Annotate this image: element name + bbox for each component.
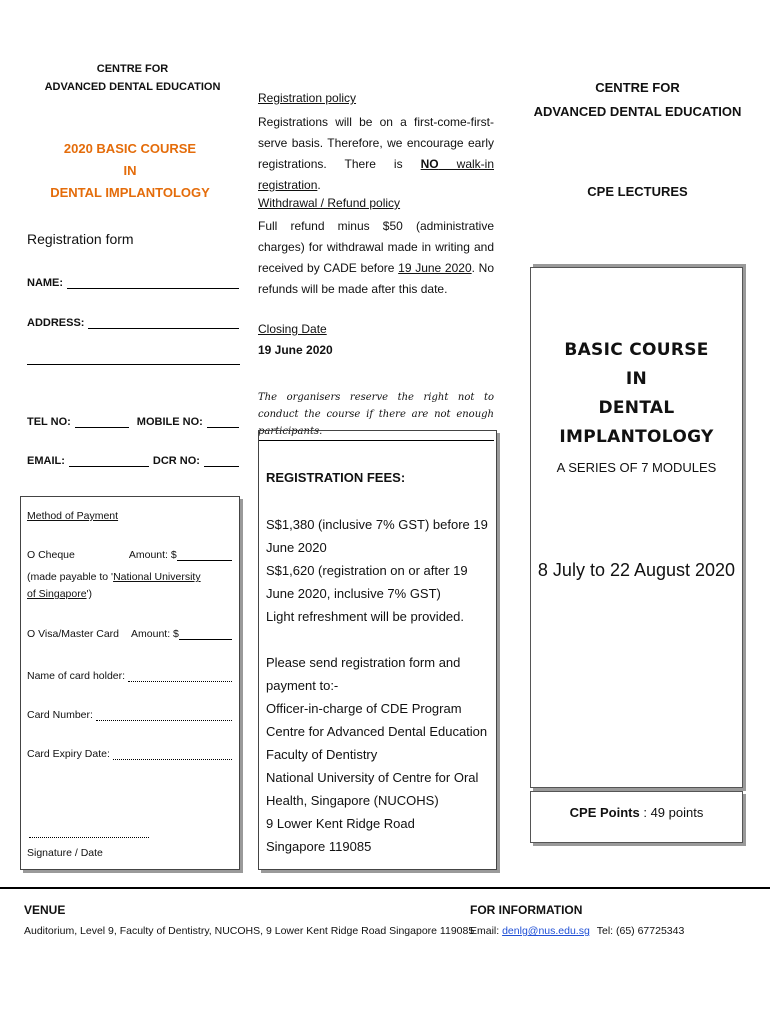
right-course-line2: IN bbox=[625, 369, 648, 389]
right-course-line1: BASIC COURSE bbox=[564, 340, 709, 360]
fee-late: S$1,620 (registration on or after 19 June 2020, inclusive 7% GST) bbox=[266, 563, 468, 601]
registration-policy-text bbox=[258, 112, 494, 196]
cpe-points bbox=[531, 805, 742, 820]
email-link[interactable]: denlg@nus.edu.sg bbox=[502, 925, 590, 937]
left-course-line3: DENTAL IMPLANTOLOGY bbox=[50, 185, 210, 200]
email-input[interactable] bbox=[69, 456, 149, 467]
card-holder-input[interactable] bbox=[128, 672, 232, 682]
closing-date-title: Closing Date bbox=[258, 322, 327, 336]
address-input[interactable] bbox=[88, 318, 239, 329]
fees-details bbox=[266, 513, 492, 628]
payable-suffix: ') bbox=[86, 588, 93, 600]
address-line: Faculty of Dentistry bbox=[266, 747, 378, 762]
card-number-label: Card Number: bbox=[27, 709, 93, 721]
left-org-name bbox=[30, 60, 235, 96]
name-input[interactable] bbox=[67, 278, 239, 289]
payable-name: National University of Singapore bbox=[27, 571, 201, 600]
registration-policy-title: Registration policy bbox=[258, 91, 357, 105]
left-course-line2: IN bbox=[123, 163, 137, 178]
card-holder-row bbox=[27, 670, 232, 682]
card-expiry-row bbox=[27, 748, 232, 760]
visa-amount-input[interactable] bbox=[179, 630, 232, 640]
address-line: Officer-in-charge of CDE Program bbox=[266, 701, 462, 716]
cheque-amount-label: Amount: $ bbox=[128, 549, 177, 561]
email-label: EMAIL: bbox=[27, 455, 65, 467]
refund-policy-title: Withdrawal / Refund policy bbox=[258, 196, 401, 210]
email-row bbox=[27, 455, 239, 467]
name-row bbox=[27, 277, 239, 289]
course-info-box bbox=[530, 267, 743, 788]
footer-divider bbox=[0, 887, 770, 889]
left-org-line1: CENTRE FOR bbox=[96, 63, 169, 75]
fees-title: REGISTRATION FEES: bbox=[266, 470, 406, 485]
left-course-line1: 2020 BASIC COURSE bbox=[63, 141, 197, 156]
address-line: Singapore 119085 bbox=[266, 839, 372, 854]
address-line: Centre for Advanced Dental Education bbox=[266, 724, 488, 739]
name-label: NAME: bbox=[27, 277, 64, 289]
refund-date: 19 June 2020 bbox=[398, 261, 472, 275]
card-expiry-label: Card Expiry Date: bbox=[27, 748, 110, 760]
venue-address: Auditorium, Level 9, Faculty of Dentistry, NUCOHS, 9 Lower Kent Ridge Road Singapore 119085 bbox=[24, 925, 475, 937]
address-row bbox=[27, 317, 239, 329]
organiser-disclaimer: The organisers reserve the right not to conduct the course if there are not enough participants. bbox=[258, 389, 494, 441]
registration-form-title: Registration form bbox=[27, 231, 134, 247]
refund-text-1: Full refund minus $50 (administrative charges) for withdrawal made in writing and received by CADE before bbox=[258, 219, 494, 275]
mobile-input[interactable] bbox=[207, 417, 239, 428]
cpe-points-value: : 49 points bbox=[643, 805, 704, 820]
visa-option[interactable]: O Visa/Master Card bbox=[27, 628, 120, 640]
policy-text-end: . bbox=[317, 178, 321, 192]
card-number-row bbox=[27, 709, 232, 721]
right-course-line3: DENTAL IMPLANTOLOGY bbox=[559, 398, 714, 447]
right-org-line2: ADVANCED DENTAL EDUCATION bbox=[533, 104, 742, 119]
refreshment-note: Light refreshment will be provided. bbox=[266, 609, 464, 624]
cheque-amount-input[interactable] bbox=[177, 551, 232, 561]
address-label: ADDRESS: bbox=[27, 317, 85, 329]
tel-row bbox=[27, 416, 239, 428]
send-instructions: Please send registration form and payment to:- bbox=[266, 655, 461, 693]
payment-box bbox=[20, 496, 240, 870]
payable-prefix: (made payable to ' bbox=[27, 571, 114, 583]
telephone: Tel: (65) 67725343 bbox=[596, 925, 685, 937]
dcr-label: DCR NO: bbox=[152, 455, 200, 467]
info-title: FOR INFORMATION bbox=[470, 903, 583, 917]
venue-title: VENUE bbox=[24, 903, 66, 917]
card-expiry-input[interactable] bbox=[113, 750, 232, 760]
fee-early: S$1,380 (inclusive 7% GST) before 19 June 2020 bbox=[266, 517, 488, 555]
left-org-line2: ADVANCED DENTAL EDUCATION bbox=[44, 81, 221, 93]
cheque-option[interactable]: O Cheque bbox=[27, 549, 75, 561]
email-contact-label: Email: bbox=[470, 925, 503, 937]
cpe-lectures-title: CPE LECTURES bbox=[587, 184, 688, 199]
registration-fees-box bbox=[258, 430, 497, 870]
left-course-title bbox=[30, 138, 230, 204]
mobile-label: MOBILE NO: bbox=[136, 416, 203, 428]
contact-info bbox=[470, 925, 684, 937]
right-org-line1: CENTRE FOR bbox=[595, 80, 680, 95]
cpe-points-label: CPE Points bbox=[569, 805, 640, 820]
policy-text-1: Registrations will be on a first-come-first-serve basis. Therefore, we encourage early registrations. There is bbox=[258, 115, 494, 171]
payment-method-title: Method of Payment bbox=[27, 510, 119, 522]
right-org-name bbox=[525, 76, 750, 124]
right-course-title bbox=[531, 336, 742, 452]
signature-input[interactable] bbox=[29, 837, 149, 838]
visa-amount-label: Amount: $ bbox=[131, 628, 179, 640]
card-holder-label: Name of card holder: bbox=[27, 670, 126, 682]
policy-no: NO bbox=[420, 157, 439, 171]
series-modules: A SERIES OF 7 MODULES bbox=[556, 460, 717, 475]
address-input-line2[interactable] bbox=[27, 364, 240, 365]
address-line: National University of Centre for Oral Health, Singapore (NUCOHS) bbox=[266, 770, 479, 808]
refund-text-2: . No refunds will be made after this date. bbox=[258, 261, 494, 296]
tel-input[interactable] bbox=[75, 417, 129, 428]
cheque-row bbox=[27, 549, 232, 561]
dcr-input[interactable] bbox=[204, 456, 239, 467]
send-to-block bbox=[266, 651, 492, 858]
course-dates: 8 July to 22 August 2020 bbox=[537, 560, 736, 580]
card-number-input[interactable] bbox=[96, 711, 232, 721]
address-line: 9 Lower Kent Ridge Road bbox=[266, 816, 415, 831]
cheque-payable-note bbox=[27, 569, 207, 603]
cpe-points-box bbox=[530, 791, 743, 843]
refund-policy-text bbox=[258, 216, 494, 300]
signature-label: Signature / Date bbox=[27, 847, 103, 859]
tel-label: TEL NO: bbox=[27, 416, 71, 428]
policy-text-2: walk-in registration bbox=[258, 157, 494, 192]
closing-date-value: 19 June 2020 bbox=[258, 343, 333, 357]
visa-row bbox=[27, 628, 232, 640]
